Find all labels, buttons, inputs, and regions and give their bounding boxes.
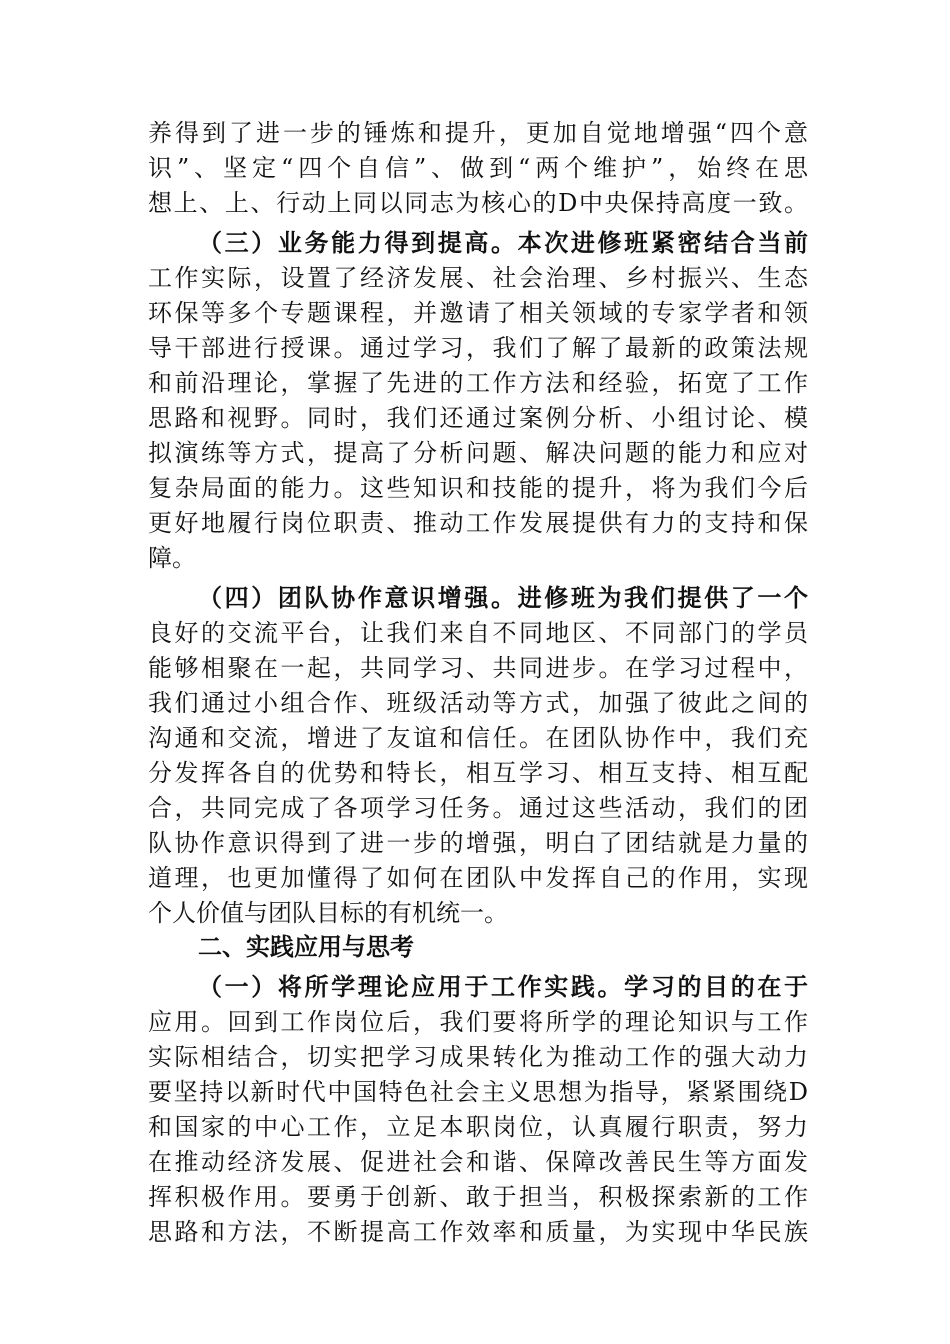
text-line: 要坚持以新时代中国特色社会主义思想为指导，紧紧围绕D [148,1078,808,1106]
text-line: 拟演练等方式，提高了分析问题、解决问题的能力和应对 [148,439,808,467]
text-line: 沟通和交流，增进了友谊和信任。在团队协作中，我们充 [148,724,808,752]
text-line: 道理，也更加懂得了如何在团队中发挥自己的作用，实现 [148,864,808,892]
text-line: 复杂局面的能力。这些知识和技能的提升，将为我们今后 [148,474,808,502]
section-heading: 二、实践应用与思考 [198,933,414,961]
text-line: 环保等多个专题课程，并邀请了相关领域的专家学者和领 [148,299,808,327]
subsection-1-lead-line: （一）将所学理论应用于工作实践。学习的目的在于 [198,973,808,1001]
text-line: 个人价值与团队目标的有机统一。 [148,899,508,927]
text-line: 更好地履行岗位职责、推动工作发展提供有力的支持和保 [148,509,808,537]
text-line: 想上、上、行动上同以同志为核心的D中央保持高度一致。 [148,189,808,217]
section-4-lead-line: （四）团队协作意识增强。进修班为我们提供了一个 [198,584,808,612]
text-line: 能够相聚在一起，共同学习、共同进步。在学习过程中， [148,654,808,682]
text-line: 导干部进行授课。通过学习，我们了解了最新的政策法规 [148,334,808,362]
text-line: 和前沿理论，掌握了先进的工作方法和经验，拓宽了工作 [148,369,808,397]
text-line: 良好的交流平台，让我们来自不同地区、不同部门的学员 [148,619,808,647]
text-line: 养得到了进一步的锤炼和提升，更加自觉地增强“四个意 [148,119,808,147]
text-line: 分发挥各自的优势和特长，相互学习、相互支持、相互配 [148,759,808,787]
text-line: 合，共同完成了各项学习任务。通过这些活动，我们的团 [148,794,808,822]
text-line: 思路和视野。同时，我们还通过案例分析、小组讨论、模 [148,404,808,432]
text-line: 障。 [148,544,196,572]
text-line: 我们通过小组合作、班级活动等方式，加强了彼此之间的 [148,689,808,717]
text-line: 思路和方法，不断提高工作效率和质量，为实现中华民族 [148,1218,808,1246]
text-line: 应用。回到工作岗位后，我们要将所学的理论知识与工作 [148,1008,808,1036]
text-line: 挥积极作用。要勇于创新、敢于担当，积极探索新的工作 [148,1183,808,1211]
section-3-lead-line: （三）业务能力得到提高。本次进修班紧密结合当前 [198,229,808,257]
text-line: 工作实际，设置了经济发展、社会治理、乡村振兴、生态 [148,264,808,292]
text-line: 实际相结合，切实把学习成果转化为推动工作的强大动力 [148,1043,808,1071]
text-line: 和国家的中心工作，立足本职岗位，认真履行职责，努力 [148,1113,808,1141]
text-line: 识”、坚定“四个自信”、做到“两个维护”，始终在思 [148,154,808,182]
text-line: 在推动经济发展、促进社会和谐、保障改善民生等方面发 [148,1148,808,1176]
text-line: 队协作意识得到了进一步的增强，明白了团结就是力量的 [148,829,808,857]
